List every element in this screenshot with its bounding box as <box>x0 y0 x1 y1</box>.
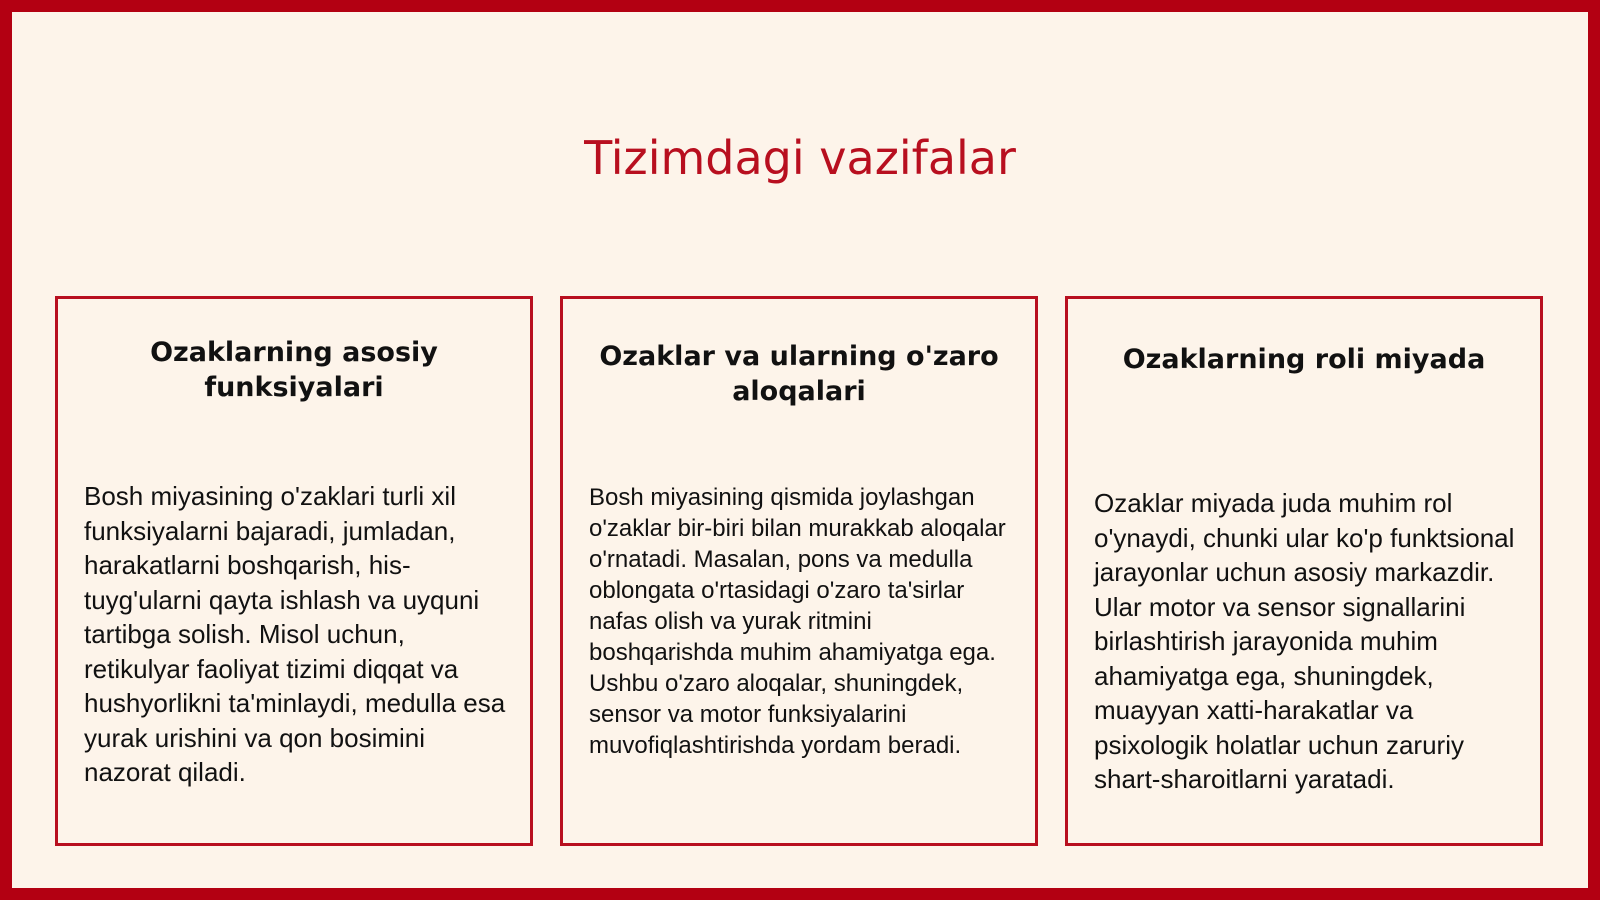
card-heading: Ozaklarning roli miyada <box>1122 344 1486 375</box>
slide-title: Tizimdagi vazifalar <box>584 131 1016 185</box>
card-body: Bosh miyasining qismida joylashgan o'zaklar bir-biri bilan murakkab aloqalar o'rnatadi. Masalan, pons va medulla oblongata o'rtasidagi o'zaro ta'sirlar nafas olish va yurak ritmini boshqarishda muhim ahamiyatga ega. Ushbu o'zaro aloqalar, shuningdek, sensor va motor funksiyalarini muvofiqlashtirishda yordam beradi. <box>589 484 1006 759</box>
card-heading: Ozaklarning asosiy funksiyalari <box>150 337 438 403</box>
card-body: Ozaklar miyada juda muhim rol o'ynaydi, chunki ular ko'p funktsional jarayonlar uchun asosiy markazdir. Ular motor va sensor signallarini birlashtirish jarayonida muhim ahamiyatga ega, shuningdek, muayyan xatti-harakatlar va psixologik holatlar uchun zaruriy shart-sharoitlarni yaratadi. <box>1094 488 1515 794</box>
card-main-functions <box>55 296 533 846</box>
slide <box>12 12 1588 888</box>
card-body: Bosh miyasining o'zaklari turli xil funksiyalarni bajaradi, jumladan, harakatlarni boshqarish, his-tuyg'ularni qayta ishlash va uyquni tartibga solish. Misol uchun, retikulyar faoliyat tizimi diqqat va hushyorlikni ta'minlaydi, medulla esa yurak urishini va qon bosimini nazorat qiladi. <box>84 481 506 787</box>
card-role-in-brain <box>1065 296 1543 846</box>
card-heading: Ozaklar va ularning o'zaro aloqalari <box>599 341 999 407</box>
card-interconnections <box>560 296 1038 846</box>
